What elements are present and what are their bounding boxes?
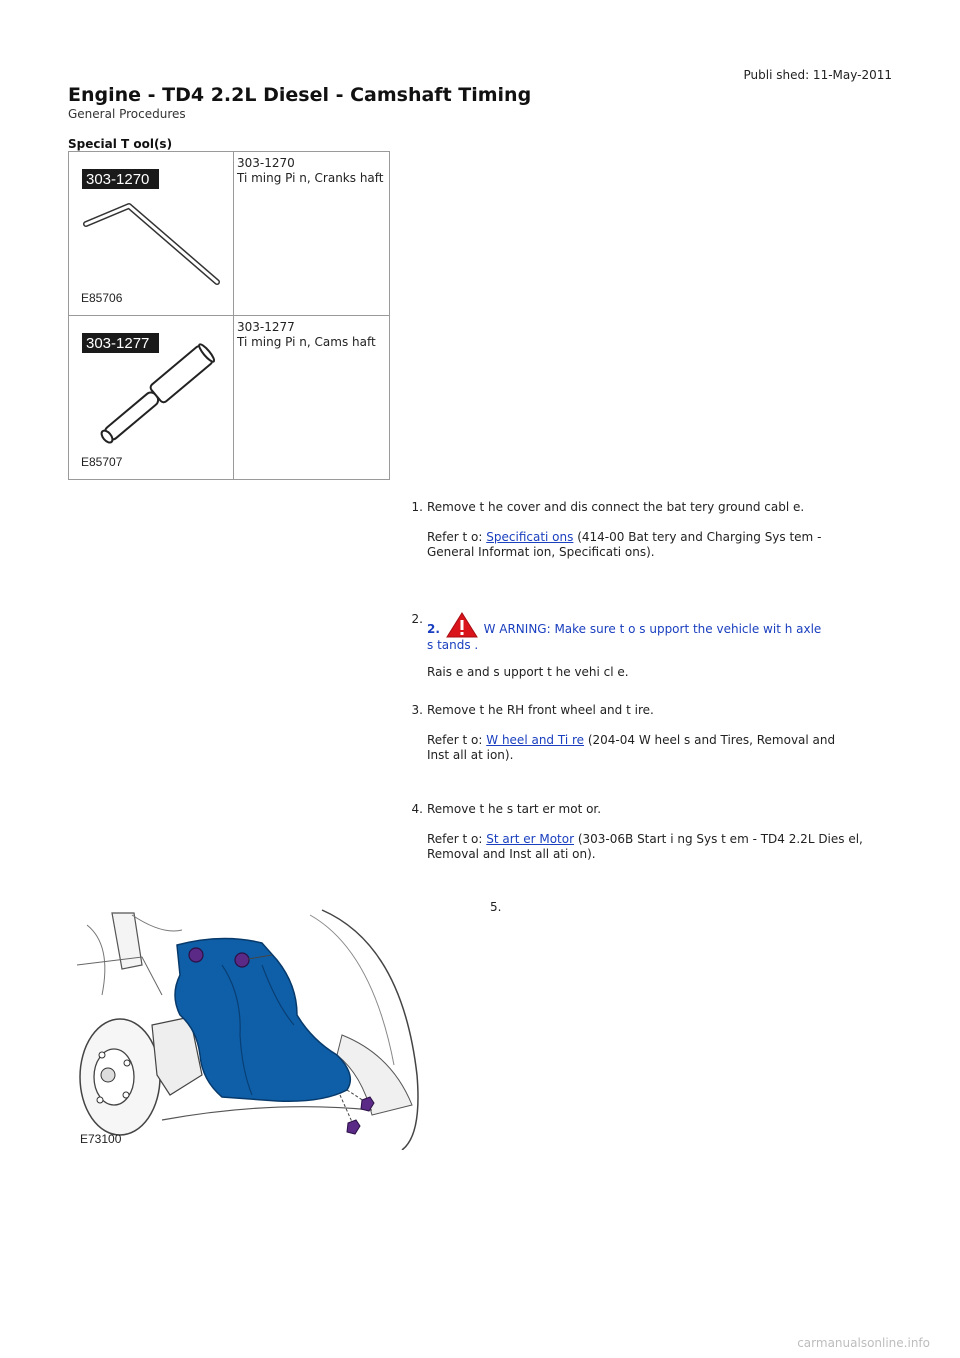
wheel-stud xyxy=(124,1060,130,1066)
step-reference xyxy=(427,733,887,763)
cam-pin-shape xyxy=(97,343,216,448)
wheel-stud xyxy=(99,1052,105,1058)
page-subtitle: General Procedures xyxy=(68,107,186,121)
step-body xyxy=(427,612,887,680)
figure-id-label: E73100 xyxy=(80,1132,122,1146)
step-number: 3. xyxy=(411,703,423,717)
wheel-stud xyxy=(97,1097,103,1103)
warning-text: W ARNING: Make sure t o s upport the vehicle wit h axle xyxy=(483,622,822,636)
special-tools-table xyxy=(68,151,390,480)
step-number: 2. xyxy=(411,612,423,626)
crankshaft-timing-pin-illustration xyxy=(69,152,233,315)
step-text: Remove t he s tart er mot or. xyxy=(427,802,602,816)
step-5-number: 5. xyxy=(490,900,502,914)
step-body xyxy=(427,703,887,763)
splash-shield-removal-illustration xyxy=(72,905,432,1150)
tool-description-cell xyxy=(234,152,390,316)
reference-continuation: Removal and Inst all ati on). xyxy=(427,847,596,861)
reference-continuation: General Informat ion, Specificati ons). xyxy=(427,545,655,559)
tool-description-cell xyxy=(234,316,390,480)
reference-prefix: Refer t o: xyxy=(427,832,487,846)
published-date: Publi shed: 11-May-2011 xyxy=(743,68,892,82)
reference-prefix: Refer t o: xyxy=(427,733,487,747)
warning-step-number: 2. xyxy=(427,622,440,636)
figure-id-label: E85707 xyxy=(81,455,123,469)
shield-fastener xyxy=(235,953,249,967)
reference-continuation: Inst all at ion). xyxy=(427,748,514,762)
tool-number: 303-1277 xyxy=(237,320,295,334)
wheel-stud xyxy=(123,1092,129,1098)
tool-name: Ti ming Pi n, Cams haft xyxy=(237,335,376,349)
tool-image-cell xyxy=(69,152,234,316)
special-tools-heading: Special T ool(s) xyxy=(68,137,173,151)
step-number: 1. xyxy=(411,500,423,514)
tool-row xyxy=(69,316,390,480)
tool-row xyxy=(69,152,390,316)
reference-suffix: (204-04 W heel s and Tires, Removal and xyxy=(584,733,836,747)
step-reference xyxy=(427,530,887,560)
tool-badge-text: 303-1270 xyxy=(86,171,150,188)
warning-line xyxy=(427,612,887,638)
wheel-and-tire-link[interactable]: W heel and Ti re xyxy=(486,733,585,747)
tool-number: 303-1270 xyxy=(237,156,295,170)
reference-suffix: (414-00 Bat tery and Charging Sys tem - xyxy=(573,530,822,544)
specifications-link[interactable]: Specificati ons xyxy=(486,530,574,544)
step-body xyxy=(427,802,887,862)
step-text: Remove t he RH front wheel and t ire. xyxy=(427,703,654,717)
hub-center xyxy=(101,1068,115,1082)
reference-prefix: Refer t o: xyxy=(427,530,487,544)
figure-id-label: E85706 xyxy=(81,291,123,305)
camshaft-timing-pin-illustration xyxy=(69,316,233,479)
tool-badge-text: 303-1277 xyxy=(86,335,150,352)
step-number: 4. xyxy=(411,802,423,816)
step-body xyxy=(427,500,887,560)
step-reference xyxy=(427,832,887,862)
warning-text-continuation: s tands . xyxy=(427,638,479,652)
reference-suffix: (303-06B Start i ng Sys t em - TD4 2.2L Dies el, xyxy=(574,832,863,846)
tool-image-cell xyxy=(69,316,234,480)
page-title: Engine - TD4 2.2L Diesel - Camshaft Timing xyxy=(68,84,532,106)
warning-triangle-icon xyxy=(446,612,478,638)
watermark: carmanualsonline.info xyxy=(797,1336,930,1350)
step-text: Remove t he cover and dis connect the bat tery ground cabl e. xyxy=(427,500,805,514)
shield-fastener xyxy=(189,948,203,962)
starter-motor-link[interactable]: St art er Motor xyxy=(486,832,575,846)
step-text: Rais e and s upport t he vehi cl e. xyxy=(427,665,629,679)
tool-name: Ti ming Pi n, Cranks haft xyxy=(237,171,384,185)
crank-pin-body xyxy=(86,206,217,282)
